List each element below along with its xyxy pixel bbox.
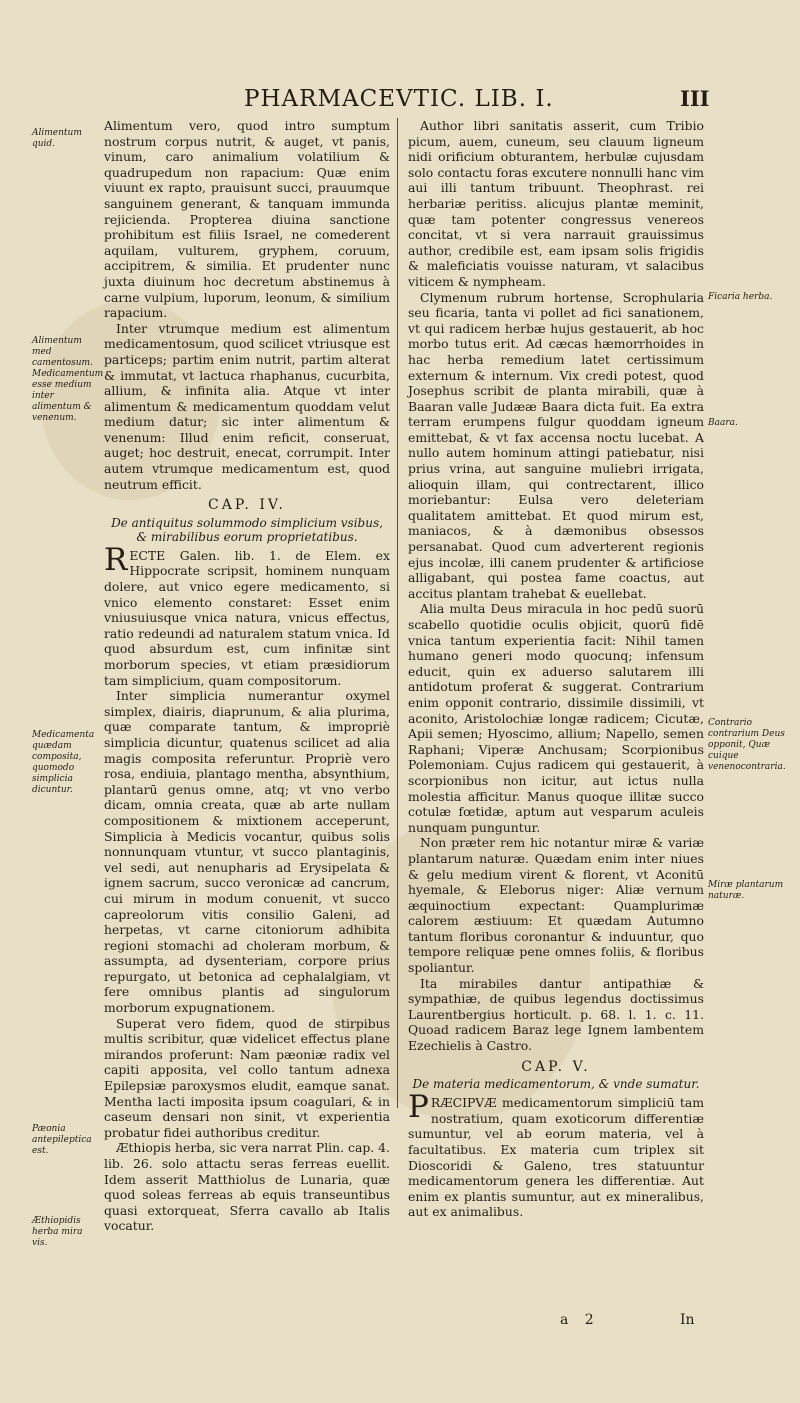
right-margin-note: Ficaria herba. — [708, 292, 773, 302]
left-column — [104, 118, 390, 1234]
running-head: PHARMACEVTIC. LIB. I. — [244, 86, 554, 112]
paragraph: Ita mirabiles dantur antipathiæ & sympathiæ, de quibus legendus doctissimus Laurentbergius horticult. p. 68. l. 1. c. 11. Quoad radicem Baraz lege Ignem lambentem Ezechielis à Castro. — [408, 975, 704, 1054]
paragraph: PRÆCIPVÆ medicamentorum simpliciū tam nostratium, quam exoticorum differentiæ sumuntur, vel ab eorum materia, vel à facultatibus. Ex materia cum triplex sit Dioscoridi & Galeno, tres statuuntur medicamentorum genera les differentiæ. Aut enim ex plantis sumuntur, aut ex mineralibus, aut ex animalibus. — [408, 1089, 704, 1220]
paragraph: Inter vtrumque medium est alimentum medicamentosum, quod scilicet vtriusque est particeps; partim enim nutrit, partim alterat & immutat, vt lactuca rhaphanus, cucurbita, allium, & infinita alia. Atque vt inter alimentum & medicamentum quoddam velut medium datur; sic inter alimentum & venenum: Illud enim reficit, conseruat, auget; hoc destruit, enecat, corrumpit. Inter autem vtrumque medicamentum est, quod neutrum efficit. — [104, 320, 390, 492]
page-number: III — [680, 86, 710, 111]
left-margin-note: Æthiopidis herba mira vis. — [32, 1216, 83, 1248]
paragraph: Alimentum vero, quod intro sumptum nostrum corpus nutrit, & auget, vt panis, vinum, caro animalium volatilium & quadrupedum non rapacium: Quæ enim viuunt ex rapto, prauisunt succi, prauumque sanguinem generant, & tanquam immunda rejicienda. Propterea diuina sanctione prohibitum est filiis Israel, ne comederent aquilam, vulturem, gryphem, coruum, accipitrem, & similia. Et prudenter nunc juxta diuinum hoc decretum abstinemus à carne vulpium, luporum, leonum, & similium rapacium. — [104, 118, 390, 321]
paragraph: RECTE Galen. lib. 1. de Elem. ex Hippocrate scripsit, hominem nunquam dolere, aut vnico egere medicamento, si vnico elemento constaret: Esset enim vniusuiusque vnica natura, vnicus effectus, ratio redeundi ad naturalem statum vnica. Id quod absurdum est, cum infinitæ sint morborum species, vt etiam præsidiorum tam simplicium, quam compositorum. — [104, 541, 390, 688]
chapter-title: De materia medicamentorum, & vnde sumatur. — [412, 1077, 700, 1092]
chapter-title: De antiquitus solummodo simplicium vsibus, & mirabilibus eorum proprietatibus. — [111, 515, 383, 544]
paragraph: Non præter rem hic notantur miræ & variæ plantarum naturæ. Quædam enim inter niues & gelu medium virent & florent, vt Aconitū hyemale, & Eleborus niger: Aliæ vernum æquinoctium expectant: Quamplurimæ calorem æstiuum: Et quædam Autumno tantum floribus coronantur & induuntur, quo tempore reliquæ pene omnes foliis, & floribus spoliantur. — [408, 835, 704, 976]
left-margin-note: Pæonia antepileptica est. — [32, 1124, 92, 1156]
paragraph: Inter simplicia numerantur oxymel simplex, diairis, diaprunum, & alia plurima, quæ comparate tantum, & impropriè simplicia dicuntur, quatenus scilicet ad alia magis composita referuntur. Propriè vero rosa, endiuia, plantago mentha, absynthium, plantarū genus omne, atq; vt vno verbo dicam, omnia creata, quæ ab arte nullam compositionem & mixtionem acceperunt, Simplicia à Medicis vocantur, quibus solis nonnunquam vtuntur, vt succo plantaginis, vel sedi, aut nenupharis ad Erysipelata & ignem sacrum, succo veronicæ ad cancrum, cui mirum in modum conuenit, vt succo capreolorum vitis consilio Galeni, ad herpetas, vt carne citoniorum adhibita regioni stomachi ad choleram morbum, & assumpta, ad dysenteriam, corpore prius repurgato, ut betonica ad cephalalgiam, vt fere omnibus plantis ad singulorum morborum expugnationem. — [104, 688, 390, 1016]
right-margin-note: Contrario contrarium Deus opponit, Quæ cuique venenocontraria. — [708, 718, 786, 772]
paragraph: Æthiopis herba, sic vera narrat Plin. cap. 4. lib. 26. solo attactu seras ferreas euellit. Idem asserit Matthiolus de Lunaria, quæ quod soleas ferreas ab equis transeuntibus quasi extorqueat, Sferra cavallo ab Italis vocatur. — [104, 1140, 390, 1234]
paragraph: Clymenum rubrum hortense, Scrophularia seu ficaria, tanta vi pollet ad fici sanationem, vt qui radicem herbæ hujus gestauerit, ab hoc morbo tutus erit. Ad cæcas hæmorrhoides in hac herba remedium latet certissimum externum & internum. Vix credi potest, quod Josephus scribit de planta mirabili, quæ à Baaran valle Judææ Baara dicta fuit. Ea extra terram erumpens fulgur quoddam igneum emittebat, & vt fax accensa noctu lucebat. A nullo autem hominum attingi patiebatur, nisi prius vrina, aut sanguine muliebri irrigata, alioquin illam, qui contrectarent, illico moriebantur: Eulsa vero deleteriam qualitatem amittebat. Et quod mirum est, maniacos, & à dæmonibus obsessos persanabat. Quod cum adverterent regionis ejus incolæ, illi canem prudenter & artificiose alligabant, qui postea fame coactus, aut accitus plantam trahebat & euellebat. — [408, 289, 704, 601]
right-column — [408, 118, 704, 1220]
catchword: In — [680, 1312, 695, 1328]
paragraph: Author libri sanitatis asserit, cum Tribio picum, auem, cuneum, seu clauum ligneum nidi orificium obturantem, herbulæ cujusdam solo contactu foras excutere nonnulli hanc vim aui illi tantum tribuunt. Theophrast. rei herbariæ peritiss. alicujus plantæ meminit, quæ tam potenter congressus venereos concitat, vt si vera narrauit grauissimus author, credibile est, eam ipsam solis frigidis & maleficiatis vouisse naturam, vt salacibus viticem & nympheam. — [408, 118, 704, 289]
chapter-heading: CAP. V. — [521, 1058, 591, 1075]
left-margin-note: Alimentum quid. — [32, 128, 82, 149]
left-margin-note: Alimentum med camentosum. Medicamentum esse medium inter alimentum & venenum. — [32, 336, 104, 423]
right-margin-note: Miræ plantarum naturæ. — [708, 880, 784, 901]
signature-mark: a 2 — [560, 1312, 600, 1328]
column-divider — [397, 118, 398, 1108]
chapter-heading: CAP. IV. — [208, 497, 286, 514]
left-margin-note: Medicamenta quædam composita, quomodo simplicia dicuntur. — [32, 730, 95, 795]
paragraph: Alia multa Deus miracula in hoc pedū suorū scabello quotidie oculis objicit, quorū fidē vnica tantum experientia facit: Nihil tamen humano generi modo quocunq; infensum educit, quin ex aduerso salutarem illi antidotum proferat & suggerat. Contrarium enim opponit contrario, dissimile dissimili, vt aconito, Aristolochiæ longæ radicem; Cicutæ, Apii semen; Hyoscimo, allium; Napello, semen Raphani; Viperæ Anchusam; Scorpionibus Polemoniam. Cujus radicem qui gestauerit, à scorpionibus non icitur, aut ictus nulla molestia afficitur. Manus quoque illitæ succo cotulæ fœtidæ, aptum aut vesparum aculeis nunquam punguntur. — [408, 601, 704, 835]
paragraph: Superat vero fidem, quod de stirpibus multis scribitur, quæ videlicet effectus plane mirandos proferunt: Nam pæoniæ radix vel capiti apposita, vel collo tantum adnexa Epilepsiæ paroxysmos eludit, eamque sanat. Mentha lacti imposita ipsum coagulari, & in caseum densari non sinit, vt experientia probatur fidei authoribus creditur. — [104, 1015, 390, 1140]
right-margin-note: Baara. — [708, 418, 738, 428]
